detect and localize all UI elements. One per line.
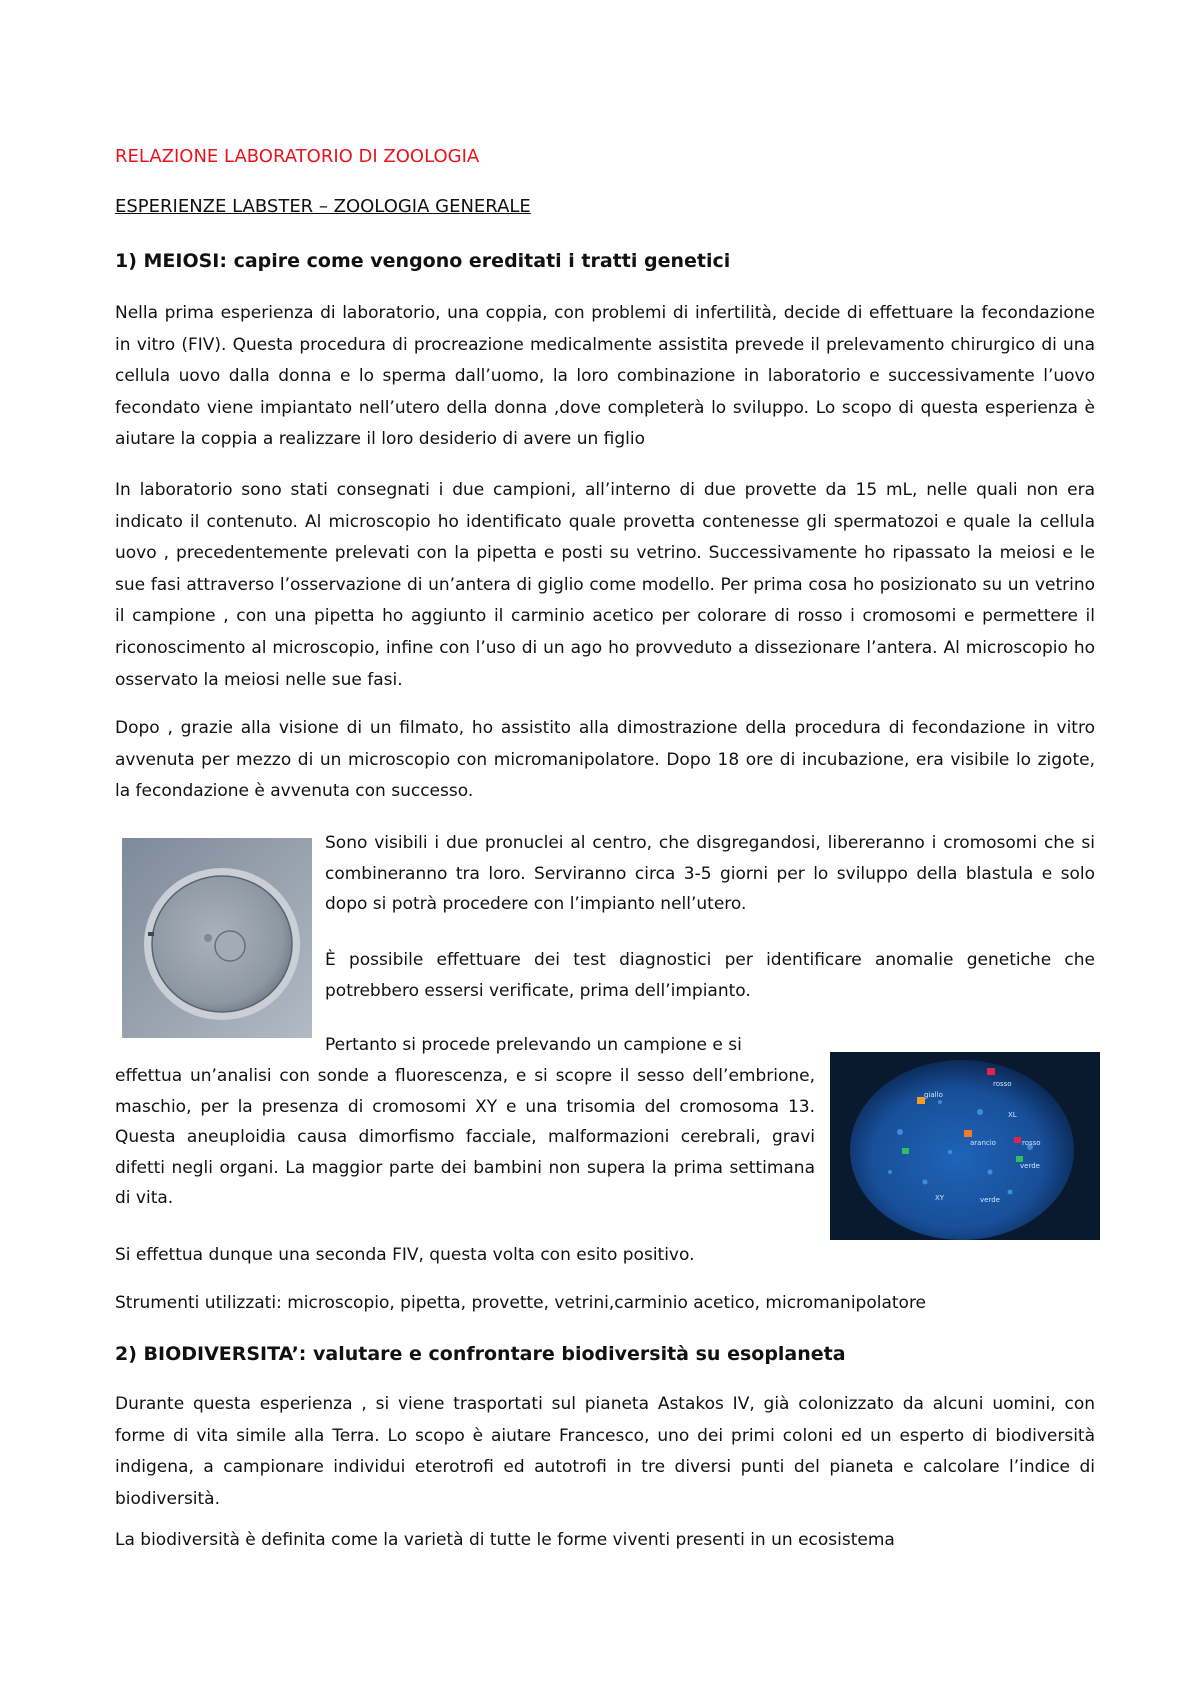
fish-label-verde: verde bbox=[1020, 1162, 1040, 1170]
section-1-paragraph-7: Si effettua dunque una seconda FIV, questa volta con esito positivo. bbox=[115, 1245, 695, 1265]
document-title: RELAZIONE LABORATORIO DI ZOOLOGIA bbox=[115, 146, 480, 167]
section-2-heading: 2) BIODIVERSITA’: valutare e confrontare biodiversità su esoplaneta bbox=[115, 1343, 846, 1365]
fish-label-arancio: arancio bbox=[970, 1139, 996, 1147]
section-1-heading: 1) MEIOSI: capire come vengono ereditati i tratti genetici bbox=[115, 250, 731, 272]
oocyte-micrograph bbox=[122, 838, 312, 1038]
section-1-paragraph-6: effettua un’analisi con sonde a fluorescenza, e si scopre il sesso dell’embrione, maschio, per la presenza di cromosomi XY e una trisomia del cromosoma 13. Questa aneuploidia causa dimorfismo facciale, malformazioni cerebrali, gravi difetti negli organi. La maggior parte dei bambini non supera la prima settimana di vita. bbox=[115, 1066, 815, 1208]
document-subtitle: ESPERIENZE LABSTER – ZOOLOGIA GENERALE bbox=[115, 196, 531, 217]
section-2-paragraph-1: Durante questa esperienza , si viene trasportati sul pianeta Astakos IV, già colonizzato da alcuni uomini, con forme di vita simile alla Terra. Lo scopo è aiutare Francesco, uno dei primi coloni ed un esperto di biodiversità indigena, a campionare individui eterotrofi ed autotrofi in tre diversi punti del pianeta e calcolare l’indice di biodiversità. bbox=[115, 1394, 1095, 1509]
fish-label-verde-2: verde bbox=[980, 1196, 1000, 1204]
tools-used: Strumenti utilizzati: microscopio, pipetta, provette, vetrini,carminio acetico, micromanipolatore bbox=[115, 1293, 927, 1313]
section-2-paragraph-2: La biodiversità è definita come la varietà di tutte le forme viventi presenti in un ecosistema bbox=[115, 1530, 895, 1550]
fish-fluorescence-image bbox=[830, 1052, 1100, 1240]
fish-label-xl: XL bbox=[1008, 1111, 1017, 1119]
fish-label-rosso-2: rosso bbox=[1022, 1139, 1041, 1147]
section-1-paragraph-6-start: Pertanto si procede prelevando un campione e si bbox=[325, 1035, 742, 1055]
section-1-paragraph-1: Nella prima esperienza di laboratorio, una coppia, con problemi di infertilità, decide di effettuare la fecondazione in vitro (FIV). Questa procedura di procreazione medicalmente assistita prevede il prelevamento chirurgico di una cellula uovo dalla donna e lo sperma dall’uomo, la loro combinazione in laboratorio e successivamente l’uovo fecondato viene impiantato nell’utero della donna ,dove completerà lo sviluppo. Lo scopo di questa esperienza è aiutare la coppia a realizzare il loro desiderio di avere un figlio bbox=[115, 303, 1095, 450]
fish-label-xy: XY bbox=[935, 1194, 945, 1202]
fish-label-rosso: rosso bbox=[993, 1080, 1012, 1088]
section-1-paragraph-2: In laboratorio sono stati consegnati i due campioni, all’interno di due provette da 15 mL, nelle quali non era indicato il contenuto. Al microscopio ho identificato quale provetta contenesse gli spermatozoi e quale la cellula uovo , precedentemente prelevati con la pipetta e posti su vetrino. Successivamente ho ripassato la meiosi e le sue fasi attraverso l’osservazione di un’antera di giglio come modello. Per prima cosa ho posizionato su un vetrino il campione , con una pipetta ho aggiunto il carminio acetico per colorare di rosso i cromosomi e permettere il riconoscimento al microscopio, infine con l’uso di un ago ho provveduto a dissezionare l’antera. Al microscopio ho osservato la meiosi nelle sue fasi. bbox=[115, 480, 1095, 690]
section-1-paragraph-3: Dopo , grazie alla visione di un filmato, ho assistito alla dimostrazione della procedura di fecondazione in vitro avvenuta per mezzo di un microscopio con micromanipolatore. Dopo 18 ore di incubazione, era visibile lo zigote, la fecondazione è avvenuta con successo. bbox=[115, 718, 1095, 802]
section-1-paragraph-5: È possibile effettuare dei test diagnostici per identificare anomalie genetiche che potrebbero essersi verificate, prima dell’impianto. bbox=[325, 950, 1095, 1001]
section-1-paragraph-4: Sono visibili i due pronuclei al centro, che disgregandosi, libereranno i cromosomi che si combineranno tra loro. Serviranno circa 3-5 giorni per lo sviluppo della blastula e solo dopo si potrà procedere con l’impianto nell’utero. bbox=[325, 833, 1095, 914]
fish-label-giallo: giallo bbox=[924, 1091, 943, 1099]
